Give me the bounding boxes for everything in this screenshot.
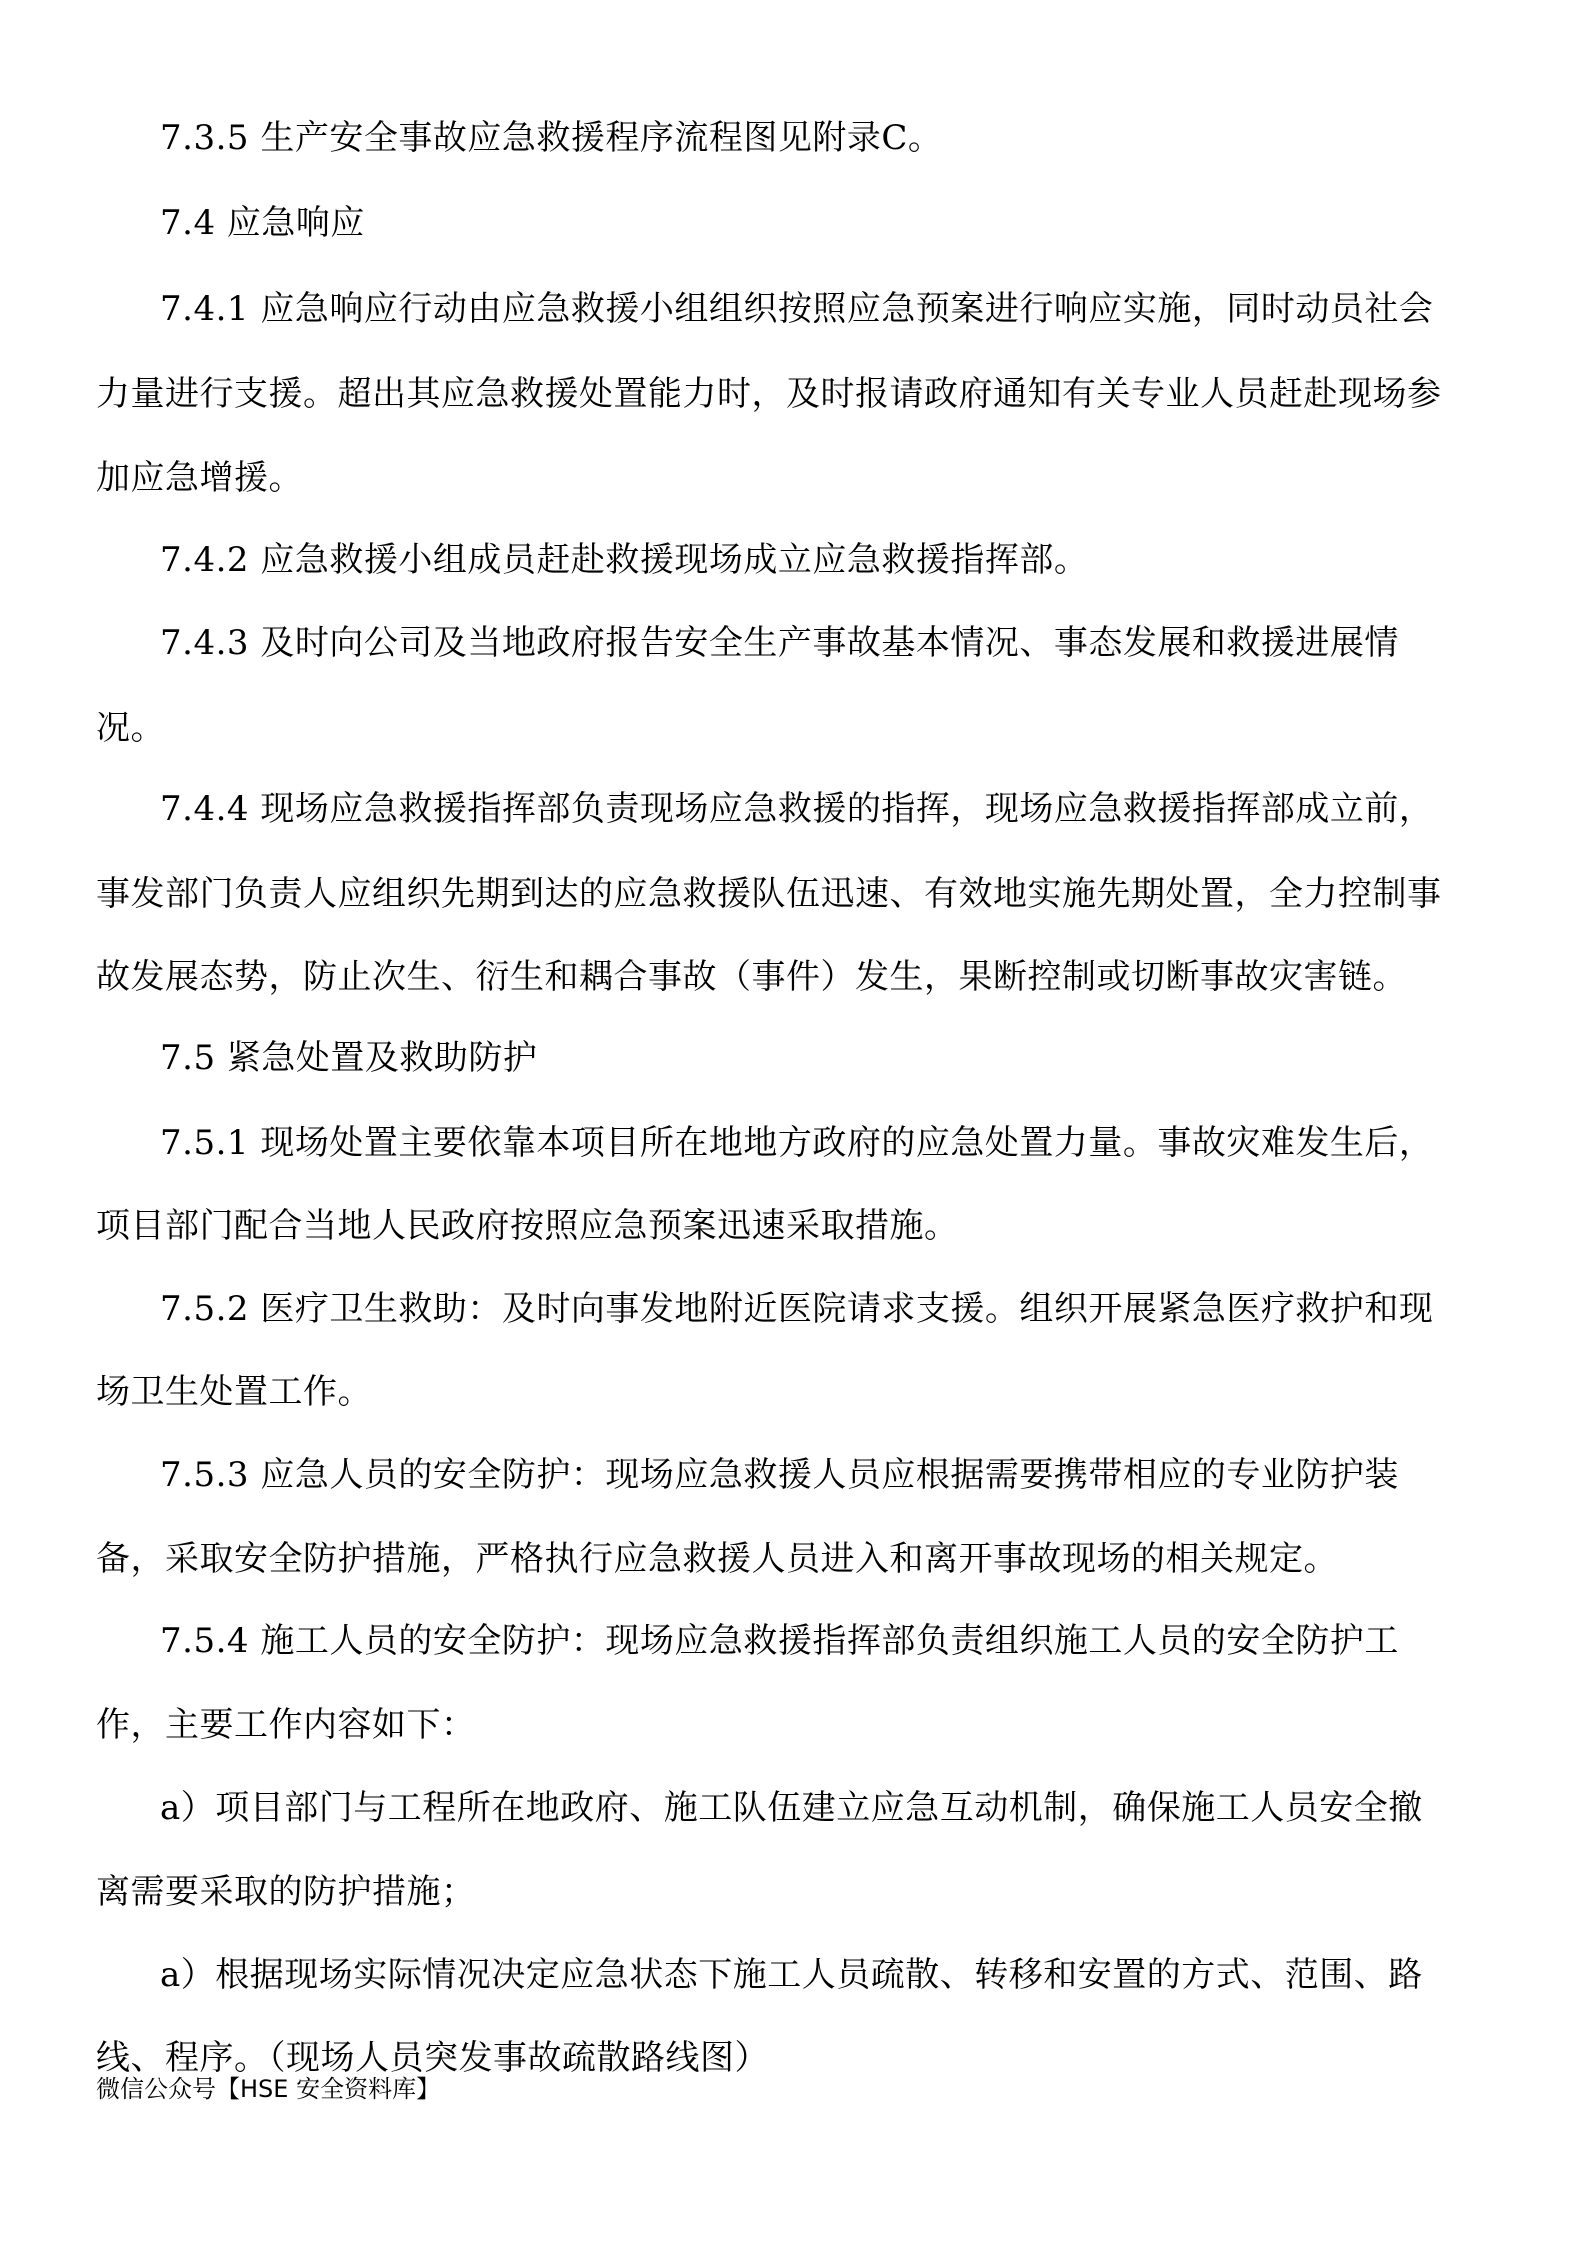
text-line: 7.5.4 施工人员的安全防护：现场应急救援指挥部负责组织施工人员的安全防护工 bbox=[160, 1621, 1399, 1661]
text-line: 况。 bbox=[96, 708, 165, 748]
text-line: 事发部门负责人应组织先期到达的应急救援队伍迅速、有效地实施先期处置，全力控制事 bbox=[96, 874, 1442, 914]
text-line: 7.4.4 现场应急救援指挥部负责现场应急救援的指挥，现场应急救援指挥部成立前， bbox=[160, 789, 1434, 829]
text-line: 项目部门配合当地人民政府按照应急预案迅速采取措施。 bbox=[96, 1206, 959, 1246]
text-line: 7.4.1 应急响应行动由应急救援小组组织按照应急预案进行响应实施，同时动员社会 bbox=[160, 289, 1434, 329]
text-line: 7.4.2 应急救援小组成员赶赴救援现场成立应急救援指挥部。 bbox=[160, 540, 1089, 580]
section-heading: 7.4 应急响应 bbox=[160, 203, 365, 243]
text-line: 作，主要工作内容如下： bbox=[96, 1705, 476, 1745]
text-line: 离需要采取的防护措施； bbox=[96, 1872, 476, 1912]
text-line: 加应急增援。 bbox=[96, 458, 303, 498]
text-line: 线、程序。（现场人员突发事故疏散路线图） bbox=[96, 2038, 769, 2078]
text-line: 7.4.3 及时向公司及当地政府报告安全生产事故基本情况、事态发展和救援进展情 bbox=[160, 623, 1399, 663]
section-heading: 7.5 紧急处置及救助防护 bbox=[160, 1038, 538, 1078]
list-item: a）根据现场实际情况决定应急状态下施工人员疏散、转移和安置的方式、范围、路 bbox=[160, 1955, 1423, 1995]
text-line: 力量进行支援。超出其应急救援处置能力时，及时报请政府通知有关专业人员赶赴现场参 bbox=[96, 374, 1442, 414]
text-line: 故发展态势，防止次生、衍生和耦合事故（事件）发生，果断控制或切断事故灾害链。 bbox=[96, 957, 1407, 997]
text-line: 7.3.5 生产安全事故应急救援程序流程图见附录C。 bbox=[160, 118, 943, 158]
text-line: 场卫生处置工作。 bbox=[96, 1372, 372, 1412]
list-item: a）项目部门与工程所在地政府、施工队伍建立应急互动机制，确保施工人员安全撤 bbox=[160, 1788, 1423, 1828]
text-line: 备，采取安全防护措施，严格执行应急救援人员进入和离开事故现场的相关规定。 bbox=[96, 1539, 1338, 1579]
text-line: 7.5.2 医疗卫生救助：及时向事发地附近医院请求支援。组织开展紧急医疗救护和现 bbox=[160, 1289, 1434, 1329]
text-line: 7.5.3 应急人员的安全防护：现场应急救援人员应根据需要携带相应的专业防护装 bbox=[160, 1455, 1399, 1495]
footer-source: 微信公众号【HSE 安全资料库】 bbox=[96, 2075, 441, 2103]
text-line: 7.5.1 现场处置主要依靠本项目所在地地方政府的应急处置力量。事故灾难发生后， bbox=[160, 1123, 1434, 1163]
